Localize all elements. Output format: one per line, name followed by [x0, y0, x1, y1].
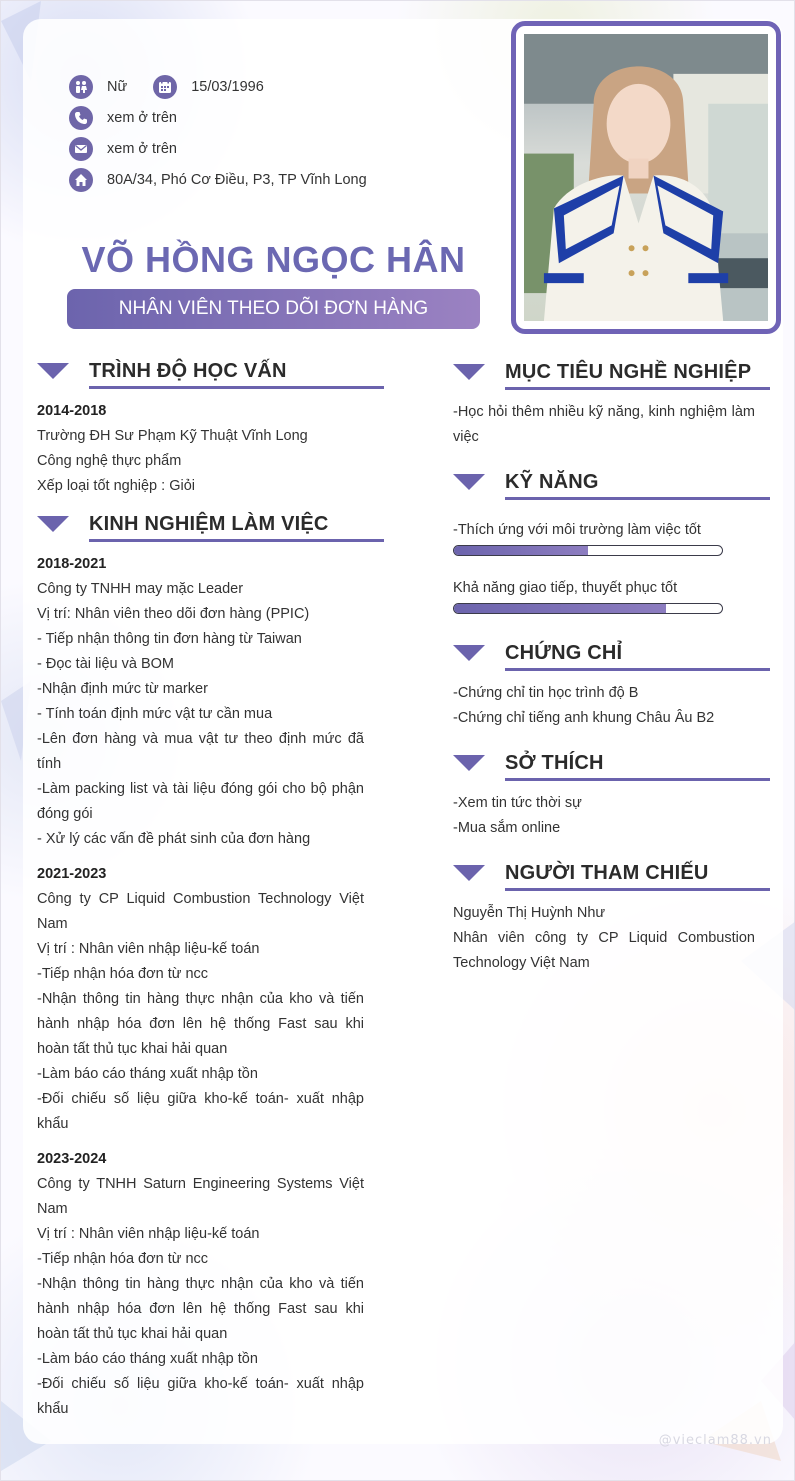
- job-years: 2023-2024: [37, 1151, 107, 1167]
- dob-value: 15/03/1996: [191, 79, 264, 95]
- job-task: -Làm packing list và tài liệu đóng gói cho bộ phận đóng gói: [37, 781, 364, 822]
- hobbies-title: SỞ THÍCH: [505, 751, 604, 774]
- section-triangle-icon: [453, 865, 485, 881]
- skills-section: [453, 467, 755, 622]
- job-position: Vị trí : Nhân viên nhập liệu-kế toán: [37, 941, 260, 957]
- job-position: Vị trí : Nhân viên nhập liệu-kế toán: [37, 1226, 260, 1242]
- skills-header: [453, 467, 755, 497]
- job-entry: [37, 552, 364, 852]
- section-triangle-icon: [453, 474, 485, 490]
- section-triangle-icon: [453, 364, 485, 380]
- job-task: - Tính toán định mức vật tư cần mua: [37, 706, 273, 722]
- email-icon: [69, 137, 93, 161]
- job-company: Công ty TNHH may mặc Leader: [37, 581, 244, 597]
- job-task: -Tiếp nhận hóa đơn từ ncc: [37, 966, 209, 982]
- hobbies-list: [453, 791, 755, 841]
- skill-bar: [453, 603, 723, 614]
- hobbies-section: [453, 748, 755, 841]
- skill-item: [453, 518, 755, 556]
- job-years: 2021-2023: [37, 866, 107, 882]
- job-task: -Nhận thông tin hàng thực nhận của kho và tiến hành nhập hóa đơn lên hệ thống Fast sau khi hoàn tất thủ tục khai hải quan: [37, 991, 364, 1057]
- job-task: - Đọc tài liệu và BOM: [37, 656, 174, 672]
- phone-icon: [69, 106, 93, 130]
- hobby-item: -Xem tin tức thời sự: [453, 795, 582, 811]
- section-triangle-icon: [453, 755, 485, 771]
- gender-icon: [69, 75, 93, 99]
- job-task: - Xử lý các vấn đề phát sinh của đơn hàng: [37, 831, 311, 847]
- references-header: [453, 858, 755, 888]
- certificates-title: CHỨNG CHỈ: [505, 641, 623, 664]
- experience-header: [37, 509, 364, 539]
- profile-photo: [524, 34, 768, 321]
- section-triangle-icon: [453, 645, 485, 661]
- education-years: 2014-2018: [37, 403, 107, 419]
- section-divider: [89, 539, 384, 542]
- job-position: Vị trí: Nhân viên theo dõi đơn hàng (PPIC): [37, 606, 310, 622]
- job-entry: [37, 1147, 364, 1422]
- skills-title: KỸ NĂNG: [505, 470, 599, 493]
- candidate-name: VÕ HỒNG NGỌC HÂN: [81, 239, 466, 280]
- skill-bar-fill: [454, 546, 588, 555]
- job-task: -Làm báo cáo tháng xuất nhập tồn: [37, 1351, 258, 1367]
- section-triangle-icon: [37, 363, 69, 379]
- address-value: 80A/34, Phó Cơ Điều, P3, TP Vĩnh Long: [107, 172, 367, 188]
- section-divider: [89, 386, 384, 389]
- contact-info: [69, 75, 367, 199]
- skill-item: [453, 576, 755, 614]
- section-divider: [505, 888, 770, 891]
- section-divider: [505, 778, 770, 781]
- job-task: -Làm báo cáo tháng xuất nhập tồn: [37, 1066, 258, 1082]
- skill-bar: [453, 545, 723, 556]
- reference-detail: Nhân viên công ty CP Liquid Combustion Technology Việt Nam: [453, 930, 755, 971]
- job-task: -Lên đơn hàng và mua vật tư theo định mức đã tính: [37, 731, 364, 772]
- hobbies-header: [453, 748, 755, 778]
- job-task: -Đối chiếu số liệu giữa kho-kế toán- xuất nhập khẩu: [37, 1376, 364, 1417]
- phone-row: [69, 106, 367, 130]
- job-company: Công ty CP Liquid Combustion Technology Việt Nam: [37, 891, 364, 932]
- education-section: [37, 356, 364, 499]
- skill-name: Khả năng giao tiếp, thuyết phục tốt: [453, 580, 678, 596]
- address-row: [69, 168, 367, 192]
- certificate-item: -Chứng chỉ tiếng anh khung Châu Âu B2: [453, 710, 715, 726]
- education-body: [37, 399, 364, 499]
- job-company: Công ty TNHH Saturn Engineering Systems Việt Nam: [37, 1176, 364, 1217]
- job-task: -Nhận thông tin hàng thực nhận của kho và tiến hành nhập hóa đơn lên hệ thống Fast sau khi hoàn tất thủ tục khai hải quan: [37, 1276, 364, 1342]
- references-body: [453, 901, 755, 976]
- certificates-header: [453, 638, 755, 668]
- gender-value: Nữ: [107, 79, 128, 95]
- calendar-icon: [153, 75, 177, 99]
- objective-title: MỤC TIÊU NGHỀ NGHIỆP: [505, 360, 752, 383]
- section-divider: [505, 387, 770, 390]
- references-title: NGƯỜI THAM CHIẾU: [505, 861, 709, 884]
- home-icon: [69, 168, 93, 192]
- job-task: -Nhận định mức từ marker: [37, 681, 208, 697]
- hobby-item: -Mua sắm online: [453, 820, 561, 836]
- watermark: @vieclam88.vn: [658, 1433, 772, 1448]
- email-value: xem ở trên: [107, 141, 177, 157]
- job-years: 2018-2021: [37, 556, 107, 572]
- certificate-item: -Chứng chỉ tin học trình độ B: [453, 685, 639, 701]
- experience-title: KINH NGHIỆM LÀM VIỆC: [89, 512, 329, 535]
- certificates-section: [453, 638, 755, 731]
- job-task: -Tiếp nhận hóa đơn từ ncc: [37, 1251, 209, 1267]
- skill-name: -Thích ứng với môi trường làm việc tốt: [453, 522, 701, 538]
- references-section: [453, 858, 755, 976]
- reference-name: Nguyễn Thị Huỳnh Như: [453, 905, 606, 921]
- objective-text: -Học hỏi thêm nhiều kỹ năng, kinh nghiệm làm việc: [453, 404, 755, 445]
- skill-bar-fill: [454, 604, 666, 613]
- phone-value: xem ở trên: [107, 110, 177, 126]
- objective-header: [453, 357, 755, 387]
- job-task: -Đối chiếu số liệu giữa kho-kế toán- xuất nhập khẩu: [37, 1091, 364, 1132]
- job-task: - Tiếp nhận thông tin đơn hàng từ Taiwan: [37, 631, 302, 647]
- job-title-banner: NHÂN VIÊN THEO DÕI ĐƠN HÀNG: [67, 289, 480, 329]
- education-school: Trường ĐH Sư Phạm Kỹ Thuật Vĩnh Long: [37, 428, 308, 444]
- section-divider: [505, 668, 770, 671]
- gender-dob-row: [69, 75, 367, 99]
- education-header: [37, 356, 364, 386]
- photo-frame: [511, 21, 781, 334]
- certificates-list: [453, 681, 755, 731]
- education-grade: Xếp loại tốt nghiệp : Giỏi: [37, 478, 195, 494]
- education-major: Công nghệ thực phẩm: [37, 453, 182, 469]
- job-entry: [37, 862, 364, 1137]
- section-triangle-icon: [37, 516, 69, 532]
- email-row: [69, 137, 367, 161]
- objective-section: [453, 357, 755, 450]
- education-title: TRÌNH ĐỘ HỌC VẤN: [89, 359, 287, 382]
- experience-section: [37, 509, 364, 1422]
- section-divider: [505, 497, 770, 500]
